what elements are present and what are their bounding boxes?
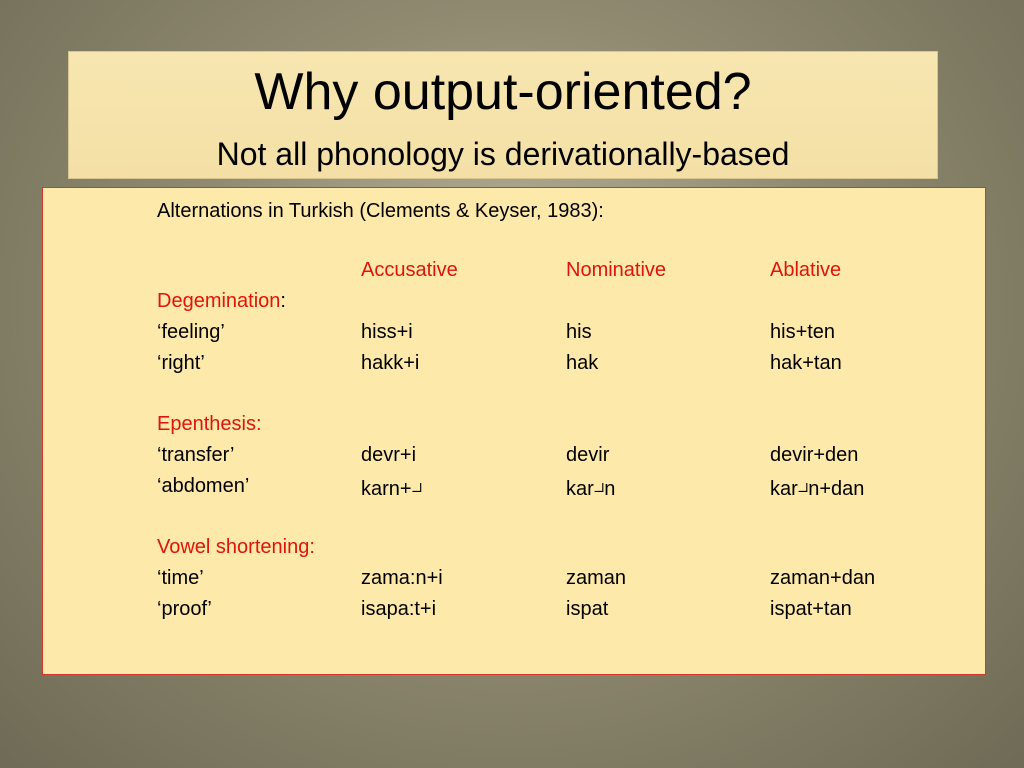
- column-headers: [43, 259, 985, 285]
- accusative-cell: devr+i: [361, 444, 417, 466]
- nominative-cell: devir: [566, 444, 610, 466]
- header-ablative: Ablative: [770, 259, 842, 281]
- section-heading-epenthesis: [43, 413, 985, 439]
- gloss-cell: ‘transfer’: [157, 444, 235, 466]
- ablative-cell: devir+den: [770, 444, 859, 466]
- gloss-cell: ‘time’: [157, 567, 204, 589]
- nominative-cell: kar⯾n: [566, 475, 615, 501]
- header-nominative: Nominative: [566, 259, 667, 281]
- section-heading-degemination: [43, 290, 985, 316]
- accusative-cell: isapa:t+i: [361, 598, 437, 620]
- heading-colon: :: [280, 290, 286, 312]
- gloss-cell: ‘feeling’: [157, 321, 225, 343]
- table-row: [43, 598, 985, 624]
- nominative-cell: hak: [566, 352, 599, 374]
- slide-title: Why output-oriented?: [254, 63, 752, 121]
- section-heading-vowel-shortening: [43, 536, 985, 562]
- section-heading-label: Degemination: [157, 290, 281, 312]
- gloss-cell: ‘proof’: [157, 598, 212, 620]
- nominative-cell: ispat: [566, 598, 609, 620]
- table-row: [43, 444, 985, 470]
- slide-subtitle: Not all phonology is derivationally-based: [216, 136, 790, 172]
- nominative-cell: his: [566, 321, 592, 343]
- table-row: [43, 321, 985, 347]
- accusative-cell: zama:n+i: [361, 567, 443, 589]
- schwa-glyph-icon: ⯾: [593, 479, 605, 496]
- ablative-cell: his+ten: [770, 321, 836, 343]
- nominative-cell: zaman: [566, 567, 627, 589]
- schwa-glyph-icon: ⯾: [411, 479, 423, 496]
- ablative-cell: ispat+tan: [770, 598, 852, 620]
- ablative-cell: hak+tan: [770, 352, 842, 374]
- accusative-cell: karn+⯾: [361, 475, 422, 501]
- table-row: [43, 352, 985, 378]
- ablative-cell: zaman+dan: [770, 567, 876, 589]
- ablative-cell: kar⯾n+dan: [770, 475, 864, 501]
- intro-text: Alternations in Turkish (Clements & Keyser, 1983):: [157, 200, 604, 222]
- table-row: [43, 567, 985, 593]
- table-row: [43, 475, 985, 501]
- schwa-glyph-icon: ⯾: [797, 479, 809, 496]
- gloss-cell: ‘right’: [157, 352, 205, 374]
- gloss-cell: ‘abdomen’: [157, 475, 250, 497]
- title-panel: [68, 51, 938, 179]
- section-heading-label: Vowel shortening:: [157, 536, 315, 558]
- accusative-cell: hakk+i: [361, 352, 420, 374]
- section-heading-label: Epenthesis:: [157, 413, 262, 435]
- header-accusative: Accusative: [361, 259, 458, 281]
- content-panel: [42, 187, 986, 675]
- accusative-cell: hiss+i: [361, 321, 413, 343]
